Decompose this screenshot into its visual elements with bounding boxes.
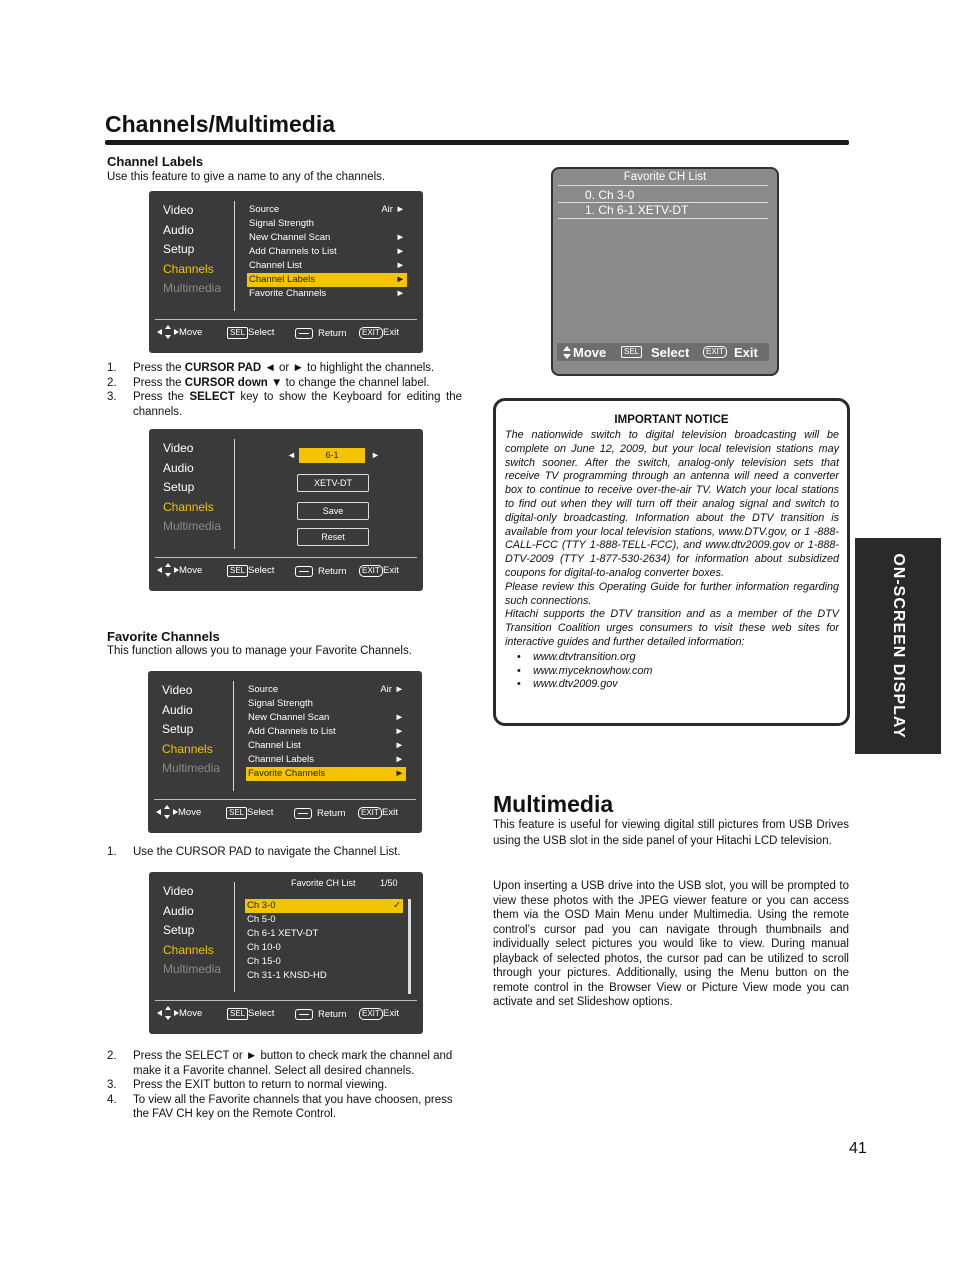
footer-return: Return — [318, 328, 347, 339]
multimedia-intro: This feature is useful for viewing digital still pictures from USB Drives using the USB slot in the side panel of your Hitachi LCD television. — [493, 819, 849, 847]
menu-channels[interactable]: Channels — [163, 499, 214, 514]
menu-video[interactable]: Video — [162, 683, 193, 697]
favorite-channels-intro: This function allows you to manage your Favorite Channels. — [107, 645, 412, 657]
footer-divider — [154, 799, 416, 800]
notice-body — [505, 429, 839, 692]
menu-divider — [234, 439, 235, 549]
important-notice — [493, 398, 850, 726]
fav-row[interactable]: Ch 3-0 ✓ — [247, 900, 401, 911]
footer-divider — [155, 1000, 417, 1001]
step-1: 1. Use the CURSOR PAD to navigate the Channel List. — [107, 846, 401, 858]
osd-footer — [157, 1006, 417, 1022]
fav-row[interactable]: Ch 6-1 XETV-DT — [247, 928, 319, 939]
footer-divider — [155, 557, 417, 558]
footer-return: Return — [318, 1009, 347, 1020]
fav-list-count: 1/50 — [380, 878, 398, 888]
footer-select: Select — [248, 327, 275, 338]
left-arrow-icon[interactable]: ◄ — [287, 450, 296, 460]
osd-item-list — [246, 683, 406, 781]
fav-row[interactable]: Ch 10-0 — [247, 942, 281, 953]
item-source[interactable]: Source Air ► — [249, 204, 405, 215]
footer-move: Move — [179, 1008, 203, 1019]
fav-rule — [558, 218, 768, 219]
notice-paragraph: Hitachi supports the DTV transition and as a member of the DTV Transition Coalition urges consumers to visit these web sites for interactive guides and further detailed information: — [505, 608, 839, 648]
menu-multimedia[interactable]: Multimedia — [162, 761, 221, 775]
menu-video[interactable]: Video — [163, 441, 194, 455]
sel-key-icon: SEL — [226, 807, 247, 819]
osd-label-editor — [149, 429, 423, 591]
menu-divider — [234, 201, 235, 311]
menu-multimedia[interactable]: Multimedia — [163, 281, 222, 295]
notice-title: IMPORTANT NOTICE — [614, 414, 729, 426]
footer-exit: Exit — [383, 1008, 399, 1019]
step-2: 2. Press the CURSOR down ▼ to change the channel label. — [107, 376, 430, 389]
footer-return: Return — [317, 808, 346, 819]
menu-setup[interactable]: Setup — [163, 242, 195, 256]
scrollbar[interactable] — [408, 899, 411, 994]
osd-main-menu — [163, 439, 221, 537]
exit-key-icon: EXIT — [703, 346, 727, 358]
fav-screen-row[interactable]: 1. Ch 6-1 XETV-DT — [585, 203, 689, 217]
fav-screen-row[interactable]: 0. Ch 3-0 — [585, 188, 635, 202]
sel-key-icon: SEL — [621, 346, 642, 358]
menu-setup[interactable]: Setup — [163, 480, 195, 494]
exit-key-icon: EXIT — [359, 327, 383, 339]
step-3: 3. Press the EXIT button to return to normal viewing. — [107, 1079, 388, 1092]
osd-main-menu — [163, 882, 221, 980]
item-new-channel-scan[interactable]: New Channel Scan ► — [249, 232, 405, 243]
footer-move: Move — [179, 565, 203, 576]
menu-audio[interactable]: Audio — [163, 903, 194, 918]
footer-exit: Exit — [383, 565, 399, 576]
exit-key-icon: EXIT — [358, 807, 382, 819]
footer-divider — [155, 319, 417, 320]
menu-multimedia[interactable]: Multimedia — [163, 962, 222, 976]
sel-key-icon: SEL — [227, 327, 248, 339]
osd-item-list — [247, 203, 407, 301]
item-signal-strength[interactable]: Signal Strength — [249, 218, 314, 229]
fav-footer-select: Select — [651, 345, 690, 360]
title-rule — [105, 140, 849, 145]
menu-channels[interactable]: Channels — [163, 942, 214, 957]
return-key-icon — [295, 566, 313, 577]
notice-links — [505, 651, 839, 692]
notice-link[interactable]: • www.dtvtransition.org — [505, 651, 839, 665]
move-icon — [157, 325, 179, 342]
menu-channels[interactable]: Channels — [162, 741, 213, 756]
exit-key-icon: EXIT — [359, 1008, 383, 1020]
move-updown-icon — [563, 346, 571, 362]
fav-footer-move: Move — [573, 345, 607, 360]
favorite-step-1 — [107, 845, 462, 860]
checkmark-icon: ✓ — [393, 900, 401, 911]
save-button[interactable]: Save — [297, 502, 369, 520]
footer-move: Move — [179, 327, 203, 338]
favorite-ch-list-screen — [551, 167, 779, 376]
fav-screen-footer — [557, 343, 769, 361]
item-new-channel-scan[interactable]: New Channel Scan ► — [248, 712, 404, 723]
osd-footer — [157, 563, 417, 579]
menu-audio[interactable]: Audio — [163, 222, 194, 237]
page-title: Channels/Multimedia — [105, 111, 336, 137]
item-channel-labels[interactable]: Channel Labels ► — [248, 754, 404, 765]
right-arrow-icon[interactable]: ► — [371, 450, 380, 460]
label-name-field[interactable]: XETV-DT — [297, 474, 369, 492]
multimedia-heading: Multimedia — [493, 791, 614, 817]
footer-select: Select — [248, 565, 275, 576]
footer-exit: Exit — [382, 807, 398, 818]
item-channel-list[interactable]: Channel List ► — [249, 260, 405, 271]
fav-footer-exit: Exit — [734, 345, 758, 360]
fav-rule — [558, 185, 768, 186]
channel-number-field[interactable]: 6-1 — [299, 448, 365, 463]
osd-fav-channel-list — [149, 872, 423, 1034]
osd-footer — [157, 325, 417, 341]
menu-setup[interactable]: Setup — [162, 722, 194, 736]
osd-footer — [156, 805, 416, 821]
footer-select: Select — [248, 1008, 275, 1019]
item-signal-strength[interactable]: Signal Strength — [248, 698, 313, 709]
menu-audio[interactable]: Audio — [162, 702, 193, 717]
multimedia-body: Upon inserting a USB drive into the USB slot, you will be prompted to view these photos with the JPEG viewer feature or you can access them via the OSD Main Menu under Multimedia. Using the remote control’s cursor pad you can navigate through thumbnails and individually select pictures you would like to view. During manual playback of selected photos, the cursor pad can be utilized to scroll through your pictures. Additionally, using the Menu button on the remote control in the Browser View or Picture View mode you can activate and set Slideshow options. — [493, 880, 849, 1008]
item-favorite-channels[interactable]: Favorite Channels ► — [248, 768, 404, 779]
menu-channels[interactable]: Channels — [163, 261, 214, 276]
fav-screen-title: Favorite CH List — [623, 171, 707, 183]
notice-paragraph: Please review this Operating Guide for further information regarding such connections. — [505, 580, 839, 607]
step-3: 3. Press the SELECT key to show the Keyboard for editing the channels. — [107, 391, 462, 418]
menu-divider — [234, 882, 235, 992]
side-tab — [855, 538, 941, 754]
footer-move: Move — [178, 807, 202, 818]
item-source[interactable]: Source Air ► — [248, 684, 404, 695]
notice-paragraph: The nationwide switch to digital television broadcasting will be complete on June 12, 2009, but your local television stations may switch sooner. After the switch, analog-only television sets that receive TV programming through an antenna will need a converter box to continue to receive over-the-air TV. Watch your local stations to find out when they will turn off their analog signal and switch to digital-only broadcasting. Information about the DTV transition is available from your local television stations, www.DTV.gov, or 1 -888-CALL-FCC (TTY 1-888-TELL-FCC), and www.dtv2009.gov or 1-888-DTV-2009 (TTY 1-877-530-2634) for information about subsidized coupons for digital-to-analog converter boxes. — [505, 429, 839, 579]
item-channel-labels[interactable]: Channel Labels ► — [249, 274, 405, 285]
menu-setup[interactable]: Setup — [163, 923, 195, 937]
favorite-steps-2-4 — [107, 1049, 462, 1122]
step-2: 2. Press the SELECT or ► button to check mark the channel and make it a Favorite channel. Select all desired channels. — [107, 1050, 453, 1077]
return-key-icon — [295, 1009, 313, 1020]
sel-key-icon: SEL — [227, 1008, 248, 1020]
channel-labels-steps — [107, 361, 462, 419]
osd-channel-labels — [149, 191, 423, 353]
fav-row[interactable]: Ch 31-1 KNSD-HD — [247, 970, 327, 981]
notice-link[interactable]: • www.dtv2009.gov — [505, 678, 839, 692]
channel-labels-intro: Use this feature to give a name to any of the channels. — [107, 171, 386, 183]
item-add-channels[interactable]: Add Channels to List ► — [248, 726, 404, 737]
item-channel-list[interactable]: Channel List ► — [248, 740, 404, 751]
menu-audio[interactable]: Audio — [163, 460, 194, 475]
footer-select: Select — [247, 807, 274, 818]
reset-button[interactable]: Reset — [297, 528, 369, 546]
osd-main-menu — [162, 681, 220, 779]
move-icon — [157, 563, 179, 580]
menu-multimedia[interactable]: Multimedia — [163, 519, 222, 533]
return-key-icon — [295, 328, 313, 339]
osd-favorite-channels — [148, 671, 422, 833]
move-icon — [157, 1006, 179, 1023]
return-key-icon — [294, 808, 312, 819]
notice-link[interactable]: • www.myceknowhow.com — [505, 665, 839, 679]
fav-list-title: Favorite CH List — [291, 878, 356, 888]
exit-key-icon: EXIT — [359, 565, 383, 577]
fav-row[interactable]: Ch 15-0 — [247, 956, 281, 967]
menu-video[interactable]: Video — [163, 203, 194, 217]
item-favorite-channels[interactable]: Favorite Channels ► — [249, 288, 405, 299]
step-4: 4. To view all the Favorite channels that you have choosen, press the FAV CH key on the Remote Control. — [107, 1093, 453, 1121]
footer-exit: Exit — [383, 327, 399, 338]
menu-divider — [233, 681, 234, 791]
menu-video[interactable]: Video — [163, 884, 194, 898]
fav-channel-rows — [245, 899, 403, 983]
sel-key-icon: SEL — [227, 565, 248, 577]
step-1: 1. Press the CURSOR PAD ◄ or ► to highlight the channels. — [107, 362, 435, 374]
favorite-channels-heading: Favorite Channels — [107, 629, 220, 644]
osd-main-menu — [163, 201, 221, 299]
footer-return: Return — [318, 566, 347, 577]
channel-labels-heading: Channel Labels — [107, 154, 204, 169]
side-tab-label: ON-SCREEN DISPLAY — [890, 553, 907, 739]
item-add-channels[interactable]: Add Channels to List ► — [249, 246, 405, 257]
move-icon — [156, 805, 178, 822]
page-number: 41 — [849, 1140, 867, 1157]
fav-row[interactable]: Ch 5-0 — [247, 914, 276, 925]
